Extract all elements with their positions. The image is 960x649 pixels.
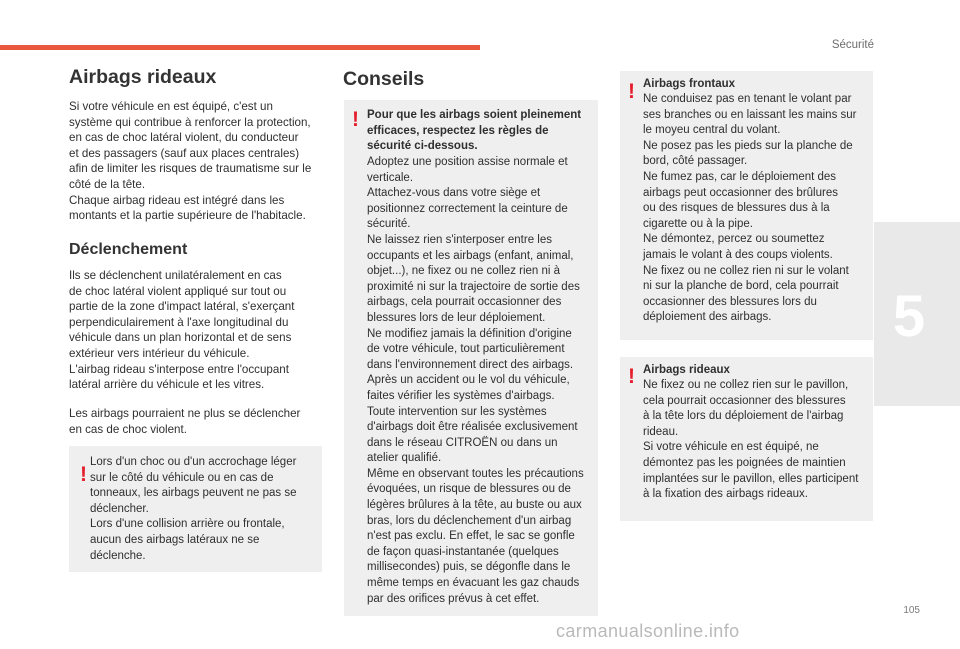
advice-box [344, 100, 598, 616]
no-deployment-text: Les airbags pourraient ne plus se déclencher en cas de choc violent. [69, 407, 301, 436]
front-airbags-box [620, 71, 873, 340]
curtain-airbags-intro: Si votre véhicule en est équipé, c'est un système qui contribue à renforcer la protection, en cas de choc latéral violent, du conducteur et des passagers (sauf aux places centrales) afin de limiter les risques de traumatisme sur le côté de la tête. Chaque airbag rideau est intégré dans les montants et la partie supérieure de l'habitacle. [69, 100, 312, 223]
curtain-airbags-box [620, 357, 873, 521]
curtain-airbags-title: Airbags rideaux [69, 66, 217, 88]
warning-icon: ! [628, 365, 635, 388]
advice-lead: Pour que les airbags soient pleinement efficaces, respectez les règles de sécurité ci-dessous. [367, 109, 582, 153]
deployment-title: Déclenchement [69, 241, 188, 258]
curtain-airbags-box-title: Airbags rideaux [643, 364, 730, 376]
warning-icon: ! [80, 463, 87, 486]
curtain-airbags-box-text: Ne fixez ou ne collez rien sur le pavillon, cela pourrait occasionner des blessures à la tête lors du déploiement de l'airbag rideau. Si votre véhicule en est équipé, ne démontez pas les poignées de maintien implantées sur le pavillon, elles participent à la fixation des airbags rideaux. [643, 379, 859, 501]
left-warning-text: Lors d'un choc ou d'un accrochage léger sur le côté du véhicule ou en cas de tonneaux, les airbags peuvent ne pas se déclencher. Lors d'une collision arrière ou frontale, aucun des airbags latéraux ne se déclenche. [90, 456, 297, 562]
advice-body: Adoptez une position assise normale et verticale. Attachez-vous dans votre siège et positionnez correctement la ceinture de sécurité. Ne laissez rien s'interposer entre les occupants et les airbags (enfant, animal, objet...), ne fixez ou ne collez rien ni à proximité ni sur la trajectoire de sortie des airbags, cela pourrait occasionner des blessures lors de leur déploiement. Ne modifiez jamais la définition d'origine de votre véhicule, tout particulièrement dans l'environnement direct des airbags. Après un accident ou le vol du véhicule, faites vérifier les systèmes d'airbags. Toute intervention sur les systèmes d'airbags doit être réalisée exclusivement dans le réseau CITROËN ou dans un atelier qualifié. Même en observant toutes les précautions évoquées, un risque de blessures ou de légères brûlures à la tête, au buste ou aux bras, lors du déclenchement d'un airbag n'est pas exclu. En effet, le sac se gonfle de façon quasi-instantanée (quelques millisecondes) puis, se dégonfle dans le même temps en évacuant les gaz chauds par des orifices prévus à cet effet. [367, 156, 584, 605]
front-airbags-text: Ne conduisez pas en tenant le volant par ses branches ou en laissant les mains sur le moyeu central du volant. Ne posez pas les pieds sur la planche de bord, côté passager. Ne fumez pas, car le déploiement des airbags peut occasionner des brûlures ou des risques de blessures dus à la cigarette ou à la pipe. Ne démontez, percez ou soumettez jamais le volant à des coups violents. Ne fixez ou ne collez rien ni sur le volant ni sur la planche de bord, cela pourrait occasionner des blessures lors du déploiement des airbags. [643, 93, 857, 324]
front-airbags-title: Airbags frontaux [643, 78, 736, 90]
warning-icon: ! [352, 108, 359, 131]
header-accent-bar [0, 45, 480, 50]
chapter-number: 5 [892, 284, 926, 349]
page-number: 105 [903, 605, 920, 616]
warning-icon: ! [628, 80, 635, 103]
left-warning-box [69, 446, 322, 572]
section-label: Sécurité [831, 39, 874, 51]
advice-title: Conseils [343, 68, 425, 90]
deployment-text: Ils se déclenchent unilatéralement en cas de choc latéral violent appliqué sur tout ou partie de la zone d'impact latéral, s'exerçant perpendiculairement à l'axe longitudinal du véhicule dans un plan horizontal et de sens extérieur vers intérieur du véhicule. L'airbag rideau s'interpose entre l'occupant latéral arrière du véhicule et les vitres. [69, 269, 295, 392]
watermark: carmanualsonline.info [556, 621, 740, 641]
